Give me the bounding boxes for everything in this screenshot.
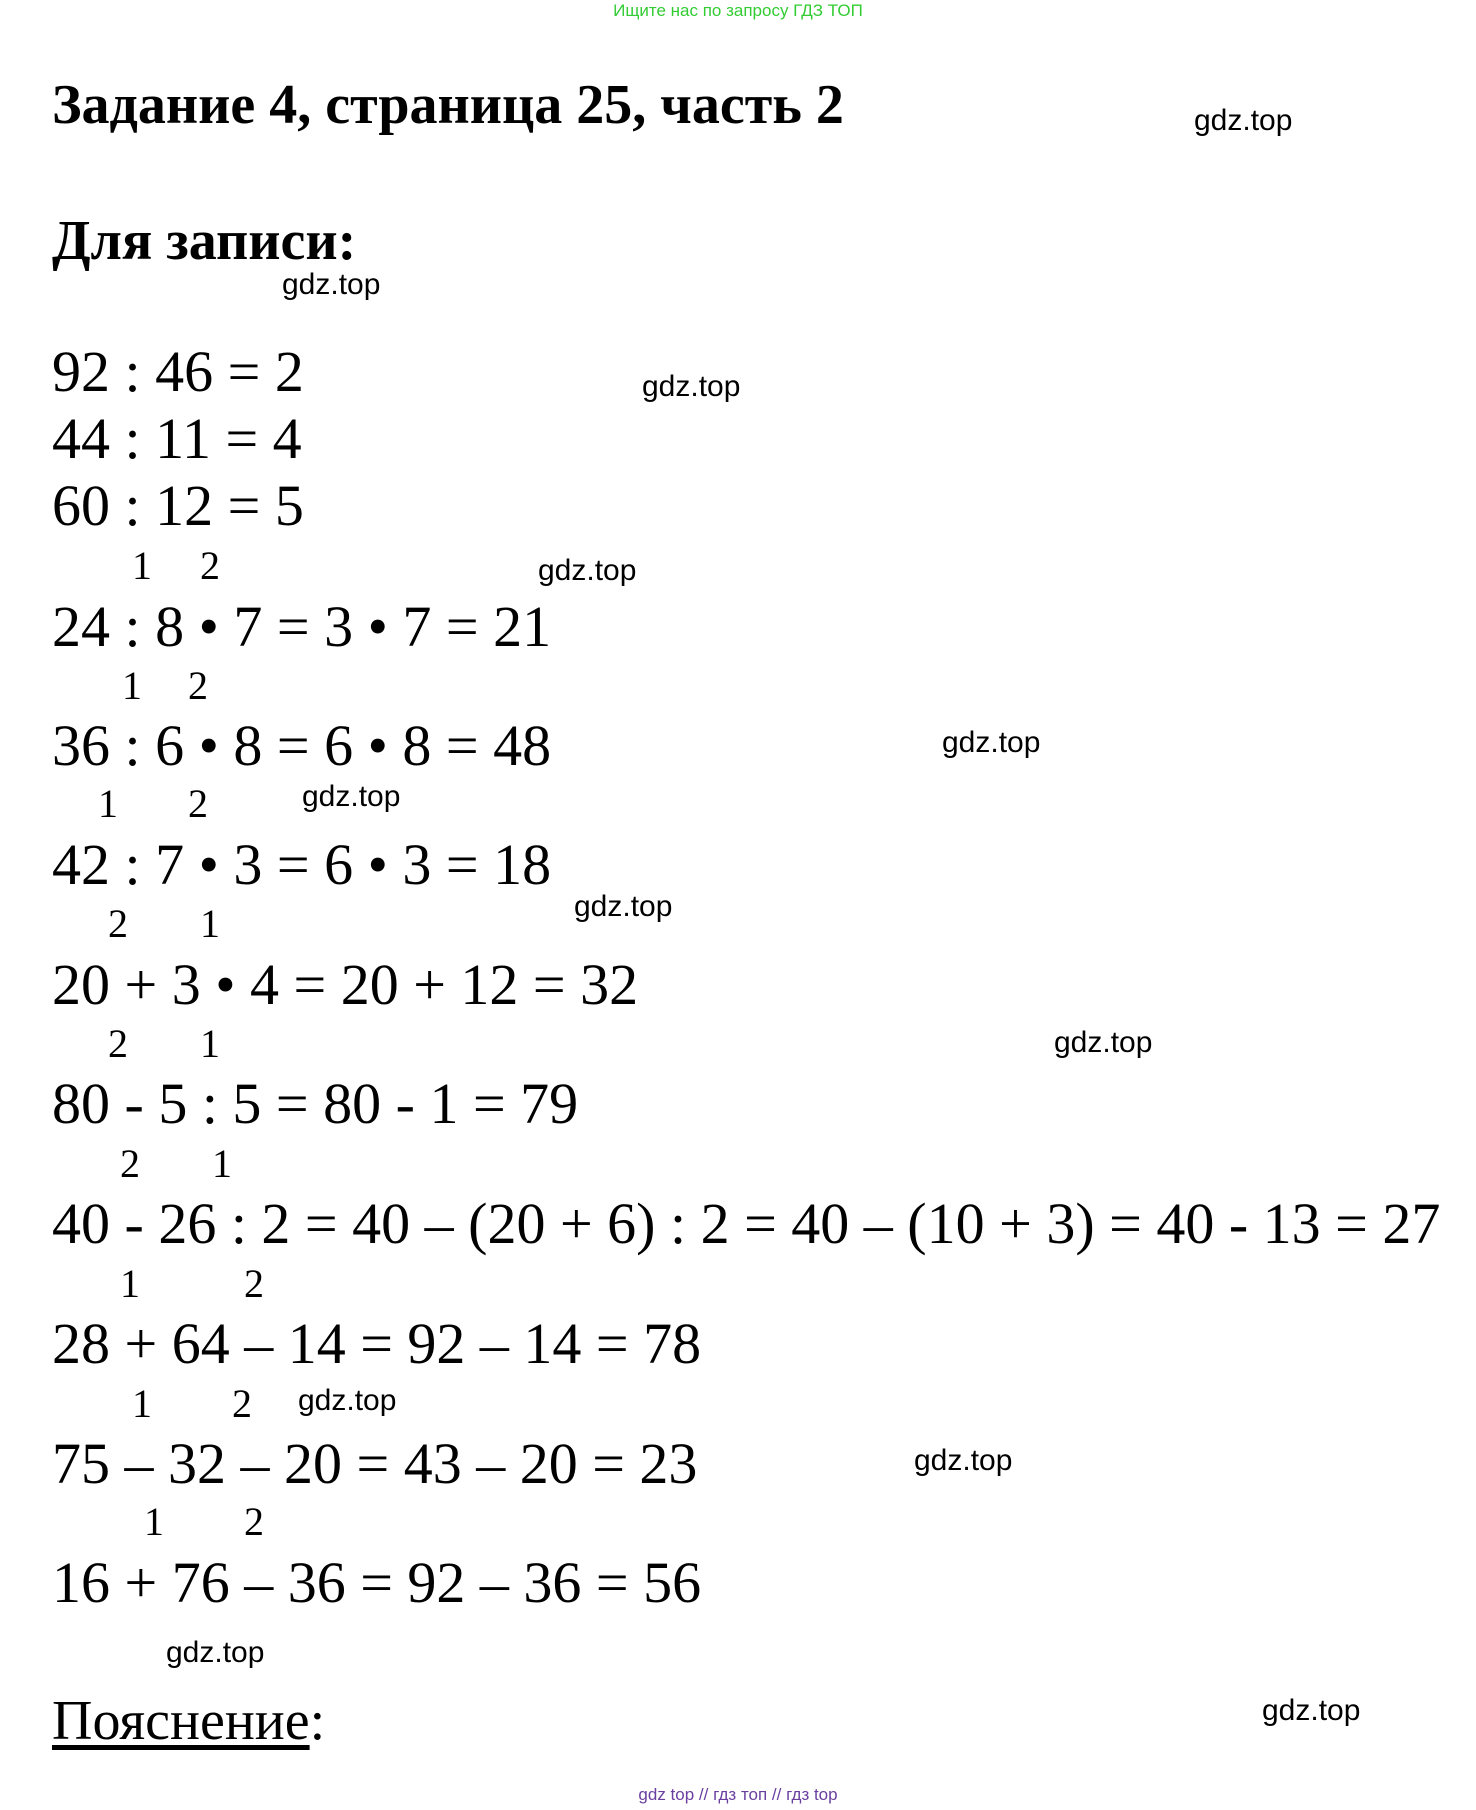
watermark: gdz.top bbox=[1262, 1694, 1361, 1727]
watermark: gdz.top bbox=[298, 1384, 397, 1417]
operation-order-number: 1 bbox=[212, 1141, 232, 1186]
watermark: gdz.top bbox=[642, 370, 741, 403]
section-heading: Для записи: bbox=[52, 210, 357, 272]
watermark: gdz.top bbox=[574, 890, 673, 923]
operation-order-number: 2 bbox=[120, 1141, 140, 1186]
watermark: gdz.top bbox=[1054, 1026, 1153, 1059]
equation-line: 44 : 11 = 4 bbox=[52, 406, 302, 471]
footer-links[interactable]: gdz top // гдз топ // гдз top bbox=[638, 1785, 838, 1804]
operation-order-number: 1 bbox=[98, 781, 118, 826]
operation-order-number: 1 bbox=[120, 1261, 140, 1306]
operation-order-number: 1 bbox=[122, 663, 142, 708]
page-title: Задание 4, страница 25, часть 2 bbox=[52, 74, 844, 136]
equation-line: 60 : 12 = 5 bbox=[52, 473, 304, 538]
equation-line: 24 : 8 • 7 = 3 • 7 = 21 bbox=[52, 594, 552, 659]
explanation-label: Пояснение bbox=[52, 1690, 310, 1752]
equation-line: 40 - 26 : 2 = 40 – (20 + 6) : 2 = 40 – (10 + 3) = 40 - 13 = 27 bbox=[52, 1191, 1441, 1256]
operation-order-number: 1 bbox=[200, 1021, 220, 1066]
operation-order-number: 2 bbox=[244, 1261, 264, 1306]
operation-order-number: 2 bbox=[232, 1381, 252, 1426]
watermark: gdz.top bbox=[302, 780, 401, 813]
operation-order-number: 2 bbox=[108, 1021, 128, 1066]
explanation-heading bbox=[52, 1688, 325, 1754]
equation-line: 80 - 5 : 5 = 80 - 1 = 79 bbox=[52, 1071, 579, 1136]
operation-order-number: 1 bbox=[132, 543, 152, 588]
watermark: gdz.top bbox=[538, 554, 637, 587]
operation-order-number: 2 bbox=[188, 781, 208, 826]
explanation-colon: : bbox=[309, 1690, 326, 1752]
equation-line: 16 + 76 – 36 = 92 – 36 = 56 bbox=[52, 1550, 702, 1615]
equation-line: 42 : 7 • 3 = 6 • 3 = 18 bbox=[52, 832, 552, 897]
operation-order-number: 2 bbox=[108, 901, 128, 946]
operation-order-number: 1 bbox=[200, 901, 220, 946]
watermark: gdz.top bbox=[282, 268, 381, 301]
operation-order-number: 2 bbox=[200, 543, 220, 588]
equation-line: 75 – 32 – 20 = 43 – 20 = 23 bbox=[52, 1431, 698, 1496]
watermark: gdz.top bbox=[1194, 104, 1293, 137]
equation-line: 92 : 46 = 2 bbox=[52, 339, 304, 404]
watermark: gdz.top bbox=[166, 1636, 265, 1669]
equation-line: 28 + 64 – 14 = 92 – 14 = 78 bbox=[52, 1311, 702, 1376]
operation-order-number: 2 bbox=[244, 1499, 264, 1544]
operation-order-number: 2 bbox=[188, 663, 208, 708]
watermark: gdz.top bbox=[914, 1444, 1013, 1477]
equation-line: 20 + 3 • 4 = 20 + 12 = 32 bbox=[52, 952, 639, 1017]
operation-order-number: 1 bbox=[132, 1381, 152, 1426]
watermark: gdz.top bbox=[942, 726, 1041, 759]
equation-line: 36 : 6 • 8 = 6 • 8 = 48 bbox=[52, 713, 552, 778]
operation-order-number: 1 bbox=[144, 1499, 164, 1544]
top-banner-link[interactable]: Ищите нас по запросу ГДЗ ТОП bbox=[613, 1, 863, 20]
